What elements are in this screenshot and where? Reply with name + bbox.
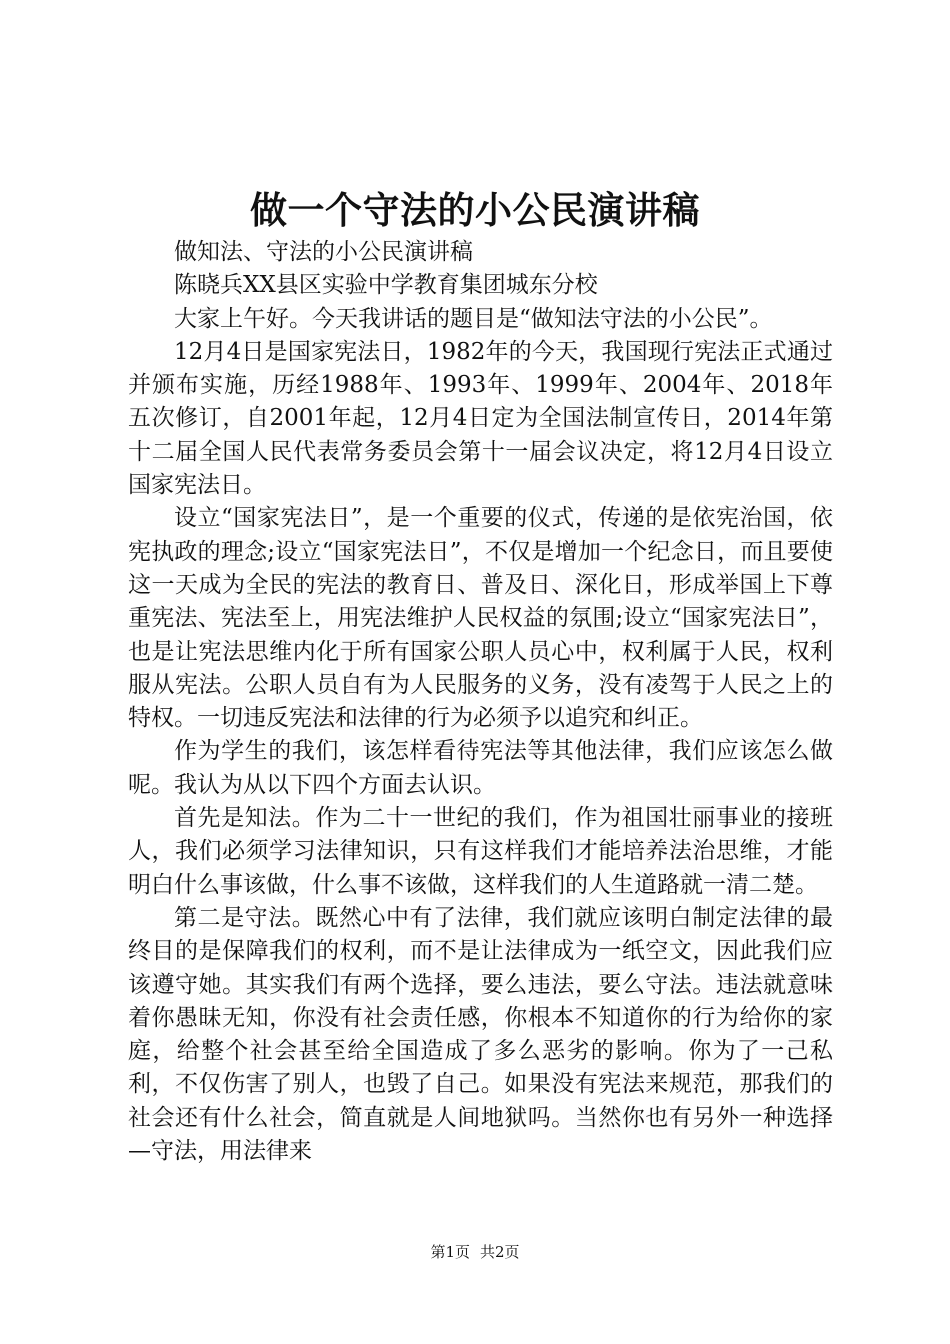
paragraph-significance: 设立“国家宪法日”，是一个重要的仪式，传递的是依宪治国，依宪执政的理念;设立“国家宪法日”，不仅是增加一个纪念日，而且要使这一天成为全民的宪法的教育日、普及日、深化日，形成举国上下尊重宪法、宪法至上，用宪法维护人民权益的氛围;设立“国家宪法日”，也是让宪法思维内化于所有国家公职人员心中，权利属于人民，权利服从宪法。公职人员自有为人民服务的义务，没有凌驾于人民之上的特权。一切违反宪法和法律的行为必须予以追究和纠正。 xyxy=(128,505,833,732)
page-number: 第1页 xyxy=(430,1243,470,1261)
page-footer xyxy=(0,1242,950,1262)
document-body xyxy=(128,236,833,1168)
page-total: 共2页 xyxy=(480,1243,520,1261)
paragraph-subtitle: 做知法、守法的小公民演讲稿 xyxy=(174,239,473,265)
paragraph-greeting: 大家上午好。今天我讲话的题目是“做知法守法的小公民”。 xyxy=(174,305,773,332)
paragraph-obey-law: 第二是守法。既然心中有了法律，我们就应该明白制定法律的最终目的是保障我们的权利，而不是让法律成为一纸空文，因此我们应该遵守她。其实我们有两个选择，要么违法，要么守法。违法就意味着你愚昧无知，你没有社会责任感，你根本不知道你的行为给你的家庭，给整个社会甚至给全国造成了多么恶劣的影响。你为了一己私利，不仅伤害了别人，也毁了自己。如果没有宪法来规范，那我们的社会还有什么社会，简直就是人间地狱吗。当然你也有另外一种选择—守法，用法律来 xyxy=(128,904,833,1165)
paragraph-constitution-day: 12月4日是国家宪法日，1982年的今天，我国现行宪法正式通过并颁布实施，历经1988年、1993年、1999年、2004年、2018年五次修订，自2001年起，12月4日定为全国法制宣传日，2014年第十二届全国人民代表常务委员会第十一届会议决定，将12月4日设立国家宪法日。 xyxy=(128,338,833,499)
paragraph-author: 陈晓兵XX县区实验中学教育集团城东分校 xyxy=(174,272,598,299)
document-title: 做一个守法的小公民演讲稿 xyxy=(250,188,700,232)
paragraph-know-law: 首先是知法。作为二十一世纪的我们，作为祖国壮丽事业的接班人，我们必须学习法律知识，只有这样我们才能培养法治思维，才能明白什么事该做，什么事不该做，这样我们的人生道路就一清二楚。 xyxy=(128,805,833,898)
paragraph-question: 作为学生的我们，该怎样看待宪法等其他法律，我们应该怎么做呢。我认为从以下四个方面去认识。 xyxy=(128,738,833,798)
